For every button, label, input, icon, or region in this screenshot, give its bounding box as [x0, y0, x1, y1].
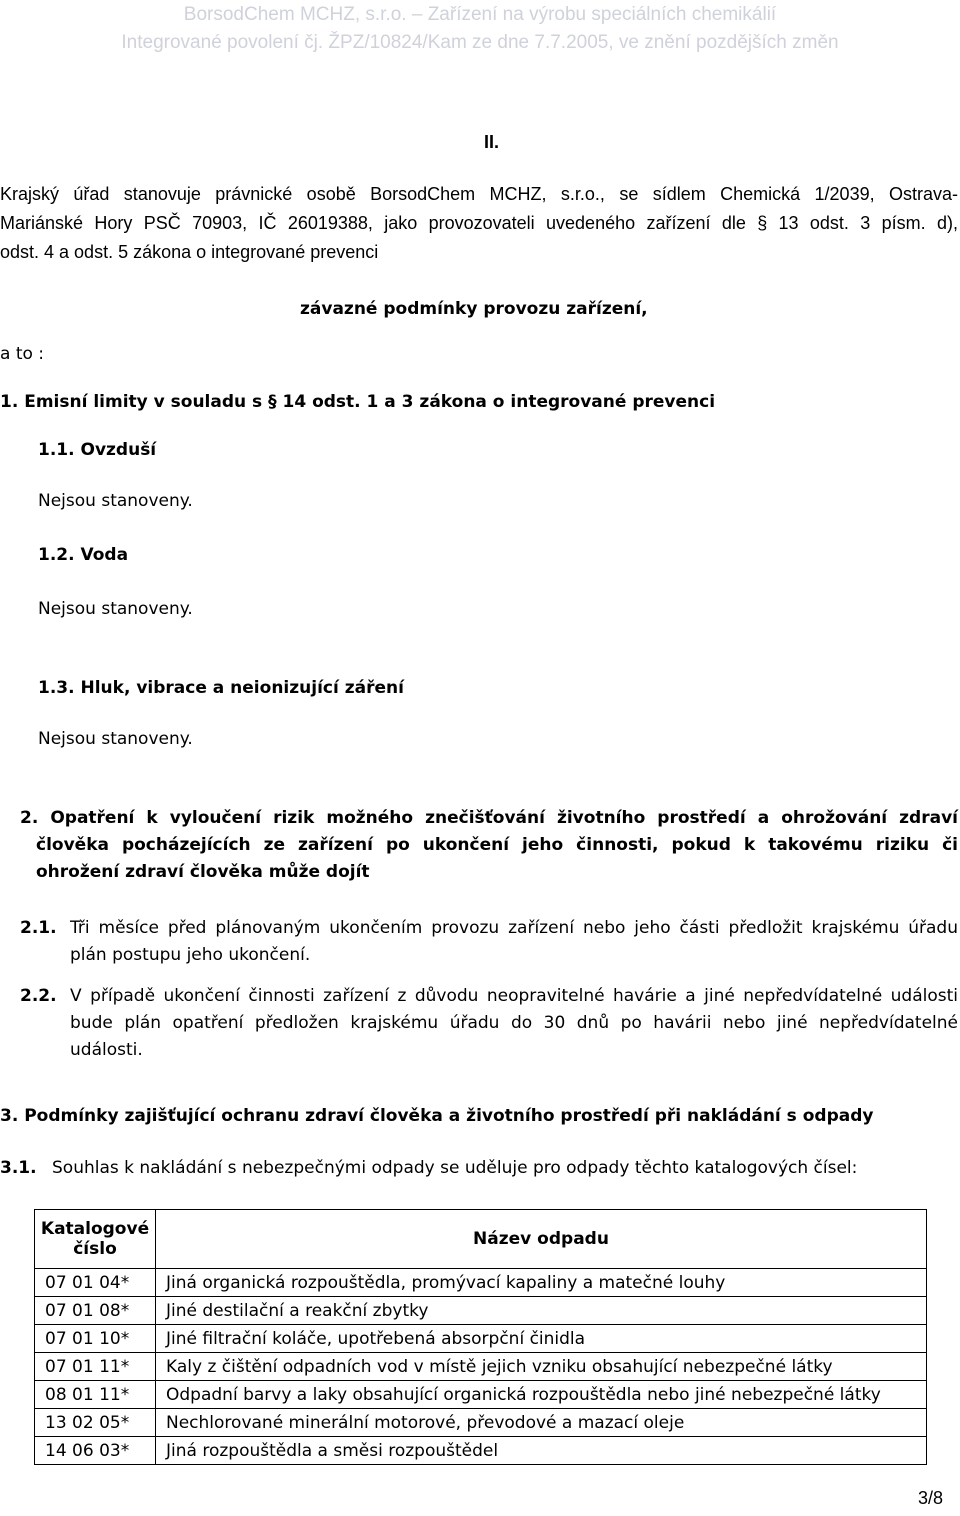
waste-name-cell: Kaly z čištění odpadních vod v místě jejich vzniku obsahující nebezpečné látky: [156, 1353, 927, 1381]
table-row: [35, 1437, 927, 1465]
table-header-row: [35, 1210, 927, 1269]
table-row: [35, 1325, 927, 1353]
column-header-catalogue-number: [35, 1210, 156, 1269]
waste-code-cell: 07 01 11*: [35, 1353, 156, 1381]
waste-name-cell: Nechlorované minerální motorové, převodové a mazací oleje: [156, 1409, 927, 1437]
intro-line-1: Krajský úřad stanovuje právnické osobě BorsodChem MCHZ, s.r.o., se sídlem Chemická 1/2039, Ostrava-: [0, 184, 958, 204]
paragraph-2-2-line-1: V případě ukončení činnosti zařízení z důvodu neopravitelné havárie a jiné nepředvídatelné události: [70, 986, 958, 1006]
waste-code-cell: 07 01 10*: [35, 1325, 156, 1353]
waste-code-cell: 14 06 03*: [35, 1437, 156, 1465]
waste-code-cell: 07 01 04*: [35, 1269, 156, 1297]
section-1-3-text: Nejsou stanoveny.: [38, 729, 193, 749]
section-2-title-line-2: člověka pocházejících ze zařízení po ukončení jeho činnosti, pokud k takovému riziku či: [36, 835, 958, 855]
section-1-1-text: Nejsou stanoveny.: [38, 491, 193, 511]
paragraph-2-2-number: 2.2.: [20, 986, 57, 1006]
paragraph-2-2-line-2: bude plán opatření předložen krajskému úřadu do 30 dnů po havárii nebo jiné nepředvídatelné: [70, 1013, 958, 1033]
column-header-catalogue-number-line-1: Katalogové: [40, 1219, 150, 1239]
section-1-3-title: 1.3. Hluk, vibrace a neionizující záření: [38, 678, 404, 698]
section-1-2-text: Nejsou stanoveny.: [38, 599, 193, 619]
header-line-1: BorsodChem MCHZ, s.r.o. – Zařízení na výrobu speciálních chemikálií: [183, 4, 777, 25]
table-row: [35, 1269, 927, 1297]
intro-line-2: Mariánské Hory PSČ 70903, IČ 26019388, jako provozovateli uvedeného zařízení dle § 13 odst. 3 písm. d),: [0, 213, 958, 233]
waste-code-cell: 08 01 11*: [35, 1381, 156, 1409]
waste-name-cell: Odpadní barvy a laky obsahující organická rozpouštědla nebo jiné nebezpečné látky: [156, 1381, 927, 1409]
paragraph-2-2-line-3: události.: [70, 1040, 143, 1060]
table-row: [35, 1297, 927, 1325]
section-2-title-line-3: ohrožení zdraví člověka může dojít: [36, 862, 370, 882]
waste-name-cell: Jiná rozpouštědla a směsi rozpouštědel: [156, 1437, 927, 1465]
waste-name-cell: Jiné destilační a reakční zbytky: [156, 1297, 927, 1325]
a-to-label: a to :: [0, 344, 45, 364]
binding-conditions: závazné podmínky provozu zařízení,: [300, 299, 648, 319]
paragraph-3-1-number: 3.1.: [0, 1158, 37, 1178]
waste-name-cell: Jiná organická rozpouštědla, promývací kapaliny a matečné louhy: [156, 1269, 927, 1297]
waste-code-cell: 07 01 08*: [35, 1297, 156, 1325]
column-header-catalogue-number-line-2: číslo: [73, 1239, 117, 1259]
waste-name-cell: Jiné filtrační koláče, upotřebená absorpční činidla: [156, 1325, 927, 1353]
table-row: [35, 1353, 927, 1381]
paragraph-2-1-line-2: plán postupu jeho ukončení.: [70, 945, 311, 965]
section-1-2-title: 1.2. Voda: [38, 545, 129, 565]
intro-line-3: odst. 4 a odst. 5 zákona o integrované prevenci: [0, 242, 379, 262]
waste-catalogue-table: [34, 1209, 927, 1465]
section-1-1-title: 1.1. Ovzduší: [38, 440, 157, 460]
section-2-title-line-1: 2. Opatření k vyloučení rizik možného znečišťování životního prostředí a ohrožování zdraví: [20, 808, 958, 828]
section-1-title: 1. Emisní limity v souladu s § 14 odst. 1 a 3 zákona o integrované prevenci: [0, 392, 716, 412]
table-row: [35, 1381, 927, 1409]
waste-code-cell: 13 02 05*: [35, 1409, 156, 1437]
page-number: 3/8: [918, 1488, 944, 1508]
paragraph-3-1-text: Souhlas k nakládání s nebezpečnými odpady se uděluje pro odpady těchto katalogových čísel:: [52, 1158, 858, 1178]
table-row: [35, 1409, 927, 1437]
header-line-2: Integrované povolení čj. ŽPZ/10824/Kam ze dne 7.7.2005, ve znění pozdějších změn: [121, 32, 839, 53]
column-header-waste-name: Název odpadu: [156, 1210, 927, 1269]
paragraph-2-1-number: 2.1.: [20, 918, 57, 938]
paragraph-2-1-line-1: Tři měsíce před plánovaným ukončením provozu zařízení nebo jeho části předložit krajskému úřadu: [70, 918, 958, 938]
section-3-title: 3. Podmínky zajišťující ochranu zdraví člověka a životního prostředí při nakládání s odpady: [0, 1106, 874, 1126]
section-title: II.: [484, 132, 500, 152]
